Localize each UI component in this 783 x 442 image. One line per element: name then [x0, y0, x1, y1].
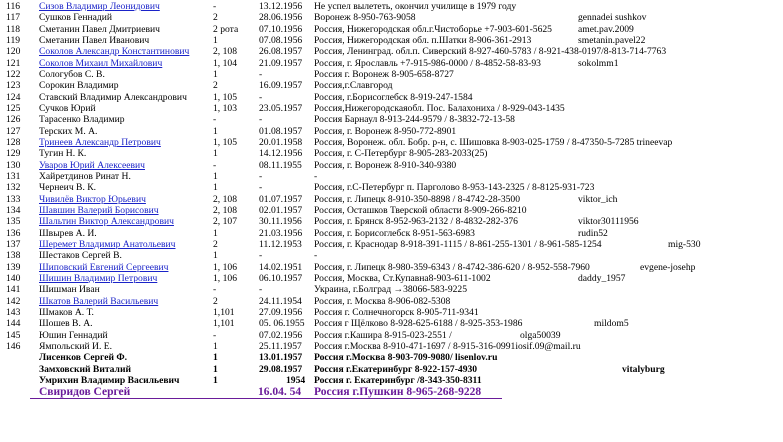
- skype-id: viktor_ich: [578, 193, 618, 205]
- contact-info: Россия г.Москва 8-903-709-9080/ lisenlov.ru: [314, 352, 498, 364]
- contact-info: -: [314, 250, 318, 262]
- contact-info: Россия г.Пушкин 8-965-268-9228: [314, 386, 482, 399]
- row-number: 140: [6, 272, 21, 284]
- person-name[interactable]: Тринеев Александр Петрович: [39, 136, 161, 148]
- table-row: [0, 137, 783, 148]
- person-name: Сологубов С. В.: [39, 68, 105, 80]
- table-row: [0, 330, 783, 341]
- row-number: 136: [6, 227, 21, 239]
- group-cell: 1,101: [213, 318, 235, 330]
- birth-date: -: [259, 170, 263, 182]
- person-name: Шошев В. А.: [39, 318, 93, 330]
- table-row: [0, 341, 783, 352]
- table-row: [0, 1, 783, 12]
- birth-date: -: [259, 250, 263, 262]
- person-name: Сметанин Павел Иванович: [39, 34, 150, 46]
- contact-info: Россия,г.Славгород: [314, 80, 393, 92]
- contact-info: Россия, Воронеж. обл. Бобр. р-н, с. Шишовка 8-903-025-1759 / 8-47350-5-7285 trineevap: [314, 136, 673, 148]
- row-number: 119: [6, 34, 21, 46]
- person-name: Чернеич В. К.: [39, 182, 97, 194]
- birth-date: 11.12.1953: [259, 238, 302, 250]
- group-cell: 1, 106: [213, 261, 237, 273]
- contact-info: Россия г Щёлково 8-928-625-6188 / 8-925-353-1986: [314, 318, 523, 330]
- skype-id: viktor30111956: [578, 216, 639, 228]
- person-name[interactable]: Шишин Владимир Петрович: [39, 272, 158, 284]
- contact-info: -: [314, 170, 318, 182]
- skype-id: mildom5: [594, 318, 629, 330]
- row-number: 126: [6, 114, 21, 126]
- person-name: Шестаков Сергей В.: [39, 250, 122, 262]
- group-cell: 1: [213, 125, 218, 137]
- skype-id: olga50039: [520, 329, 561, 341]
- person-name: Сметанин Павел Дмитриевич: [39, 23, 160, 35]
- skype-id: evgene-josehp: [640, 261, 696, 273]
- person-name[interactable]: Соколов Александр Константинович: [39, 46, 190, 58]
- birth-date: 14.02.1951: [259, 261, 303, 273]
- row-number: 134: [6, 204, 21, 216]
- birth-date: 14.12.1956: [259, 148, 303, 160]
- table-row: [0, 46, 783, 57]
- contact-info: Россия, г. Липецк 8-910-350-8898 / 8-4742-28-3500: [314, 193, 521, 205]
- birth-date: 05. 06.1955: [259, 318, 305, 330]
- row-number: 133: [6, 193, 21, 205]
- contact-info: Россия, Москва, Ст.Купавна8-903-611-1002: [314, 272, 491, 284]
- table-row: [0, 12, 783, 23]
- birth-date: 16.04. 54: [258, 386, 302, 399]
- table-row: [0, 216, 783, 227]
- group-cell: 1: [213, 182, 218, 194]
- group-cell: -: [213, 1, 217, 12]
- row-number: 121: [6, 57, 21, 69]
- row-number: 129: [6, 148, 21, 160]
- contact-info: Россия г. Воронеж 8-905-658-8727: [314, 68, 454, 80]
- person-name: Юшин Геннадий: [39, 329, 108, 341]
- contact-info: Россия, г. Брянск 8-952-963-2132 / 8-4832-282-376: [314, 216, 518, 228]
- contact-info: Россия, г. Воронеж 8-910-340-9380: [314, 159, 457, 171]
- birth-date: 26.08.1957: [259, 46, 303, 58]
- row-number: 127: [6, 125, 21, 137]
- table-row: [0, 205, 783, 216]
- skype-id: rudin52: [578, 227, 608, 239]
- birth-date: 08.11.1955: [259, 159, 302, 171]
- group-cell: 1: [213, 34, 218, 46]
- birth-date: 07.02.1956: [259, 329, 303, 341]
- birth-date: 07.08.1956: [259, 34, 303, 46]
- group-cell: 1: [213, 68, 218, 80]
- table-row: [0, 250, 783, 261]
- table-row: [0, 375, 783, 386]
- row-number: 146: [6, 340, 21, 352]
- row-number: 123: [6, 80, 21, 92]
- table-row: [0, 24, 783, 35]
- row-number: 132: [6, 182, 21, 194]
- group-cell: 2, 108: [213, 46, 237, 58]
- group-cell: 1, 105: [213, 136, 237, 148]
- row-number: 125: [6, 102, 21, 114]
- group-cell: 2: [213, 80, 218, 92]
- group-cell: 2: [213, 238, 218, 250]
- group-cell: 1: [213, 227, 218, 239]
- contact-info: Россия, г. Липецк 8-980-359-6343 / 8-4742-386-620 / 8-952-558-7960: [314, 261, 590, 273]
- table-row: [0, 69, 783, 80]
- row-number: 139: [6, 261, 21, 273]
- group-cell: 1, 104: [213, 57, 237, 69]
- contact-info: Россия, Ленинград. обл.п. Сиверский 8-927-460-5783 / 8-921-438-0197/8-813-714-7763: [314, 46, 667, 58]
- birth-date: -: [259, 114, 263, 126]
- contact-info: Россия, Нижегородская обл. п.Шатки 8-906-361-2913: [314, 34, 532, 46]
- birth-date: 30.11.1956: [259, 216, 302, 228]
- skype-id: sokolmm1: [578, 57, 619, 69]
- contact-info: Россия, Осташков Тверской области 8-909-266-8210: [314, 204, 527, 216]
- birth-date: 24.11.1954: [259, 295, 302, 307]
- person-name: Тугин Н. К.: [39, 148, 87, 160]
- table-row: [0, 352, 783, 363]
- group-cell: 2, 108: [213, 193, 237, 205]
- row-underline: [30, 398, 502, 399]
- birth-date: 21.09.1957: [259, 57, 303, 69]
- group-cell: 1: [213, 340, 218, 352]
- contact-info: Россия г.Екатеринбург 8-922-157-4930: [314, 363, 478, 375]
- person-name: Замховский Виталий: [39, 363, 131, 375]
- person-name[interactable]: Уваров Юрий Алексеевич: [39, 159, 145, 171]
- contact-info: Россия, г. Ярославль +7-915-986-0000 / 8-4852-58-83-93: [314, 57, 541, 69]
- group-cell: 2 рота: [213, 23, 239, 35]
- row-number: 141: [6, 284, 21, 296]
- group-cell: 2, 107: [213, 216, 237, 228]
- row-number: 116: [6, 1, 21, 12]
- group-cell: 1, 105: [213, 91, 237, 103]
- person-name[interactable]: Шальтин Виктор Александрович: [39, 216, 174, 228]
- person-name: Сучков Юрий: [39, 102, 96, 114]
- group-cell: 1: [213, 352, 218, 364]
- skype-id: vitalyburg: [622, 363, 665, 375]
- skype-id: amet.pav.2009: [578, 23, 634, 35]
- person-name[interactable]: Шкатов Валерий Васильевич: [39, 295, 159, 307]
- group-cell: 2: [213, 12, 218, 24]
- person-name: Умрихин Владимир Васильевич: [39, 374, 180, 386]
- birth-date: 01.07.1957: [259, 193, 303, 205]
- contact-info: Россия, г. Краснодар 8-918-391-1115 / 8-861-255-1301 / 8-961-585-1254: [314, 238, 602, 250]
- table-row: [0, 114, 783, 125]
- table-row: [0, 58, 783, 69]
- contact-info: Россия, г.Борисоглебск 8-919-247-1584: [314, 91, 473, 103]
- contact-info: Украина, г.Болград →38066-583-9225: [314, 284, 468, 296]
- table-row: [0, 296, 783, 307]
- birth-date: 20.01.1958: [259, 136, 303, 148]
- group-cell: 1, 103: [213, 102, 237, 114]
- table-row: [0, 171, 783, 182]
- person-name[interactable]: Чивилёв Виктор Юрьевич: [39, 193, 146, 205]
- contact-info: Не успел вылететь, окончил училище в 1979 году: [314, 1, 517, 12]
- row-number: 135: [6, 216, 21, 228]
- table-row: [0, 318, 783, 329]
- group-cell: 1, 106: [213, 272, 237, 284]
- table-row: [0, 273, 783, 284]
- table-row: [0, 160, 783, 171]
- person-name: Ямпольский И. Е.: [39, 340, 113, 352]
- table-row: [0, 239, 783, 250]
- birth-date: 1954: [286, 374, 306, 386]
- group-cell: 1: [213, 363, 218, 375]
- table-row: [0, 228, 783, 239]
- birth-date: 07.10.1956: [259, 23, 303, 35]
- skype-id: smetanin.pavel22: [578, 34, 646, 46]
- birth-date: 25.11.1957: [259, 340, 302, 352]
- person-name: Хайретдинов Ринат Н.: [39, 170, 131, 182]
- table-row: [0, 80, 783, 91]
- table-row: [0, 262, 783, 273]
- person-name[interactable]: Шиповский Евгений Сергеевич: [39, 261, 169, 273]
- group-cell: 1,101: [213, 306, 235, 318]
- row-number: 122: [6, 68, 21, 80]
- group-cell: -: [213, 284, 217, 296]
- person-name: Ставский Владимир Александрович: [39, 91, 187, 103]
- contact-info: Россия, г. Борисоглебск 8-951-563-6983: [314, 227, 475, 239]
- row-number: 130: [6, 159, 21, 171]
- contact-info: Россия,Нижегородскаяобл. Пос. Балахониха / 8-929-043-1435: [314, 102, 565, 114]
- group-cell: 1: [213, 170, 218, 182]
- person-name[interactable]: Соколов Михаил Михайлович: [39, 57, 163, 69]
- birth-date: 02.01.1957: [259, 204, 303, 216]
- birth-date: 29.08.1957: [259, 363, 303, 375]
- person-name[interactable]: Шавшин Валерий Борисович: [39, 204, 159, 216]
- birth-date: 06.10.1957: [259, 272, 303, 284]
- row-number: 131: [6, 170, 21, 182]
- birth-date: 27.09.1956: [259, 306, 303, 318]
- group-cell: 1: [213, 148, 218, 160]
- row-number: 124: [6, 91, 21, 103]
- group-cell: -: [213, 114, 217, 126]
- row-number: 128: [6, 136, 21, 148]
- table-row: [0, 103, 783, 114]
- row-number: 137: [6, 238, 21, 250]
- person-name: Терских М. А.: [39, 125, 98, 137]
- birth-date: 01.08.1957: [259, 125, 303, 137]
- person-name: Лисенков Сергей Ф.: [39, 352, 128, 364]
- person-name: Тарасенко Владимир: [39, 114, 125, 126]
- birth-date: 23.05.1957: [259, 102, 303, 114]
- person-name: Швырев А. И.: [39, 227, 97, 239]
- contact-info: Россия, Нижегородская обл.г.Чистоборье +7-903-601-5625: [314, 23, 552, 35]
- row-number: 145: [6, 329, 21, 341]
- table-row: [0, 92, 783, 103]
- table-row: [0, 35, 783, 46]
- table-row: [0, 307, 783, 318]
- row-number: 144: [6, 318, 21, 330]
- contact-info: Россия Барнаул 8-913-244-9579 / 8-3832-72-13-58: [314, 114, 515, 126]
- highlighted-row: [0, 385, 783, 399]
- person-name: Сушков Геннадий: [39, 12, 112, 24]
- table-row: [0, 194, 783, 205]
- group-cell: -: [213, 159, 217, 171]
- birth-date: 21.03.1956: [259, 227, 303, 239]
- birth-date: -: [259, 68, 263, 80]
- table-row: [0, 126, 783, 137]
- contact-info: Россия, г.С-Петербург п. Парголово 8-953-143-2325 / 8-8125-931-723: [314, 182, 595, 194]
- skype-id: mig-530: [668, 238, 701, 250]
- contact-info: Россия, г. Москва 8-906-082-5308: [314, 295, 451, 307]
- person-name: Сорокин Владимир: [39, 80, 119, 92]
- contact-info: Россия г. Екатеринбург /8-343-350-8311: [314, 374, 482, 386]
- contact-info: Россия г.Кашира 8-915-023-2551 /: [314, 329, 452, 341]
- row-number: 118: [6, 23, 21, 35]
- group-cell: -: [213, 329, 217, 341]
- person-name: Шишман Иван: [39, 284, 100, 296]
- person-name: Свиридов Сергей: [39, 386, 131, 399]
- group-cell: 2: [213, 295, 218, 307]
- person-name[interactable]: Шеремет Владимир Анатольевич: [39, 238, 176, 250]
- row-number: 142: [6, 295, 21, 307]
- skype-id: gennadei sushkov: [578, 12, 647, 24]
- contact-info: Воронеж 8-950-763-9058: [314, 12, 416, 24]
- birth-date: 28.06.1956: [259, 12, 303, 24]
- group-cell: 1: [213, 250, 218, 262]
- birth-date: -: [259, 91, 263, 103]
- person-name[interactable]: Сизов Владимир Леонидович: [39, 1, 160, 12]
- birth-date: 13.12.1956: [259, 1, 303, 12]
- row-number: 120: [6, 46, 21, 58]
- contact-info: Россия г.Москва 8-910-471-1697 / 8-915-316-0991iosif.09@mail.ru: [314, 340, 581, 352]
- contact-info: Россия, г. С-Петербург 8-905-283-2033(25): [314, 148, 488, 160]
- row-number: 117: [6, 12, 21, 24]
- person-name: Шмаков А. Т.: [39, 306, 94, 318]
- group-cell: 1: [213, 374, 218, 386]
- row-number: 143: [6, 306, 21, 318]
- table-row: [0, 182, 783, 193]
- birth-date: -: [259, 182, 263, 194]
- table-row: [0, 364, 783, 375]
- skype-id: daddy_1957: [578, 272, 626, 284]
- table-row: [0, 148, 783, 159]
- birth-date: 16.09.1957: [259, 80, 303, 92]
- row-number: 138: [6, 250, 21, 262]
- contact-info: Россия г. Солнечногорск 8-905-711-9341: [314, 306, 479, 318]
- birth-date: -: [259, 284, 263, 296]
- contact-info: Россия, г. Воронеж 8-950-772-8901: [314, 125, 457, 137]
- table-row: [0, 284, 783, 295]
- group-cell: 2, 108: [213, 204, 237, 216]
- birth-date: 13.01.1957: [259, 352, 303, 364]
